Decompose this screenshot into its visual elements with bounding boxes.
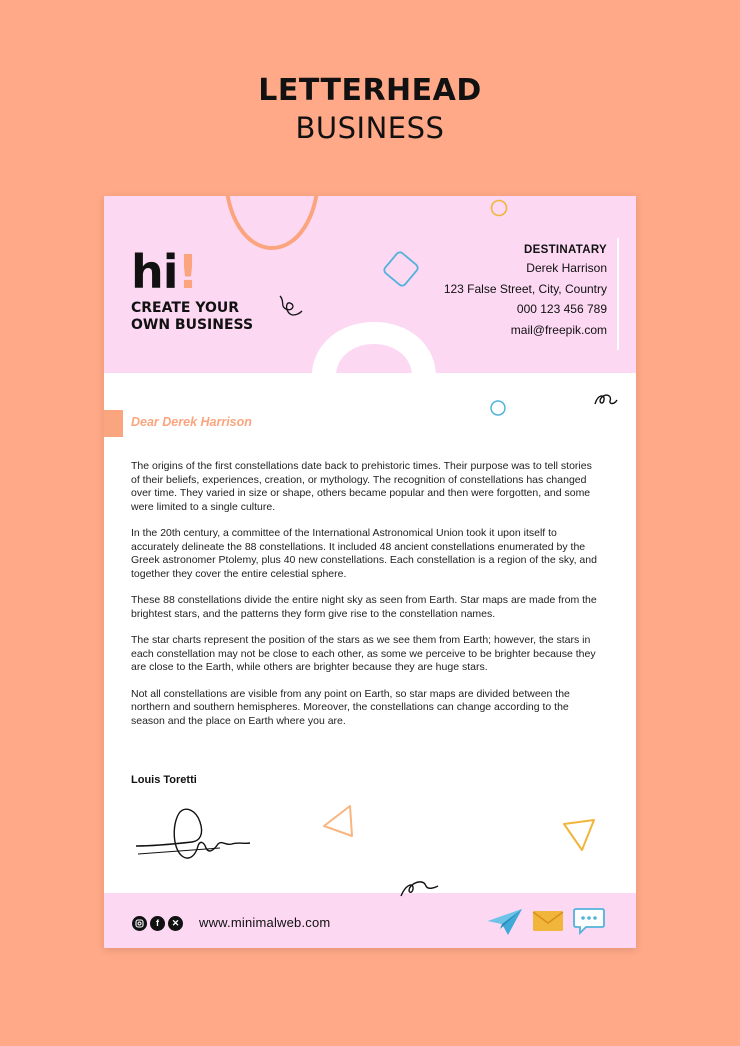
destinatary-address: 123 False Street, City, Country bbox=[443, 281, 607, 296]
letterhead-sheet bbox=[104, 196, 636, 948]
loop-decoration bbox=[592, 390, 620, 410]
x-icon[interactable]: ✕ bbox=[168, 916, 183, 931]
blue-ring-decoration bbox=[489, 399, 507, 417]
destinatary-name: Derek Harrison bbox=[526, 261, 607, 275]
facebook-icon[interactable]: f bbox=[150, 916, 165, 931]
handwritten-signature bbox=[134, 804, 254, 866]
body-paragraph-4: The star charts represent the position of the stars as we see them from Earth; however, the stars in each constellation may not be close to each other, as some we perceive to be brighter because they are close to the Earth, while others are brighter because they are huge stars. bbox=[131, 634, 596, 673]
chat-bubble-icon[interactable] bbox=[572, 907, 606, 937]
destinatary-phone: 000 123 456 789 bbox=[516, 302, 607, 316]
blue-square-decoration bbox=[378, 246, 424, 292]
destinatary-block bbox=[444, 242, 607, 340]
signatory-name: Louis Toretti bbox=[131, 774, 197, 786]
body-paragraph-1: The origins of the first constellations date back to prehistoric times. Their purpose was to tell stories of their beliefs, experiences, creation, or mythology. The recognition of constellations has changed over time. They varied in size or shape, others became popular and then were forgotten, and some were limited to a single culture. bbox=[131, 460, 592, 513]
tagline-line-1: CREATE YOUR bbox=[131, 300, 240, 316]
body-paragraph-5: Not all constellations are visible from any point on Earth, so star maps are divided between the northern and southern hemispheres. Moreover, the constellations can change according to the season and the place on Earth where you are. bbox=[131, 687, 570, 727]
website-link[interactable]: www.minimalweb.com bbox=[199, 915, 331, 930]
destinatary-email: mail@freepik.com bbox=[510, 322, 607, 337]
tagline-line-2: OWN BUSINESS bbox=[131, 317, 254, 333]
salutation: Dear Derek Harrison bbox=[131, 415, 252, 429]
orange-arc-decoration bbox=[222, 196, 322, 252]
greeting-logo bbox=[131, 245, 198, 299]
destinatary-divider bbox=[617, 238, 619, 350]
destinatary-label: DESTINATARY bbox=[524, 244, 607, 256]
tagline bbox=[131, 300, 311, 334]
yellow-triangle-decoration bbox=[560, 816, 600, 856]
instagram-icon[interactable] bbox=[132, 916, 147, 931]
letter-body bbox=[131, 460, 601, 741]
footer-squiggle-decoration bbox=[398, 876, 440, 902]
page-heading bbox=[0, 72, 740, 146]
envelope-icon[interactable] bbox=[532, 909, 564, 933]
orange-ring-decoration bbox=[489, 198, 509, 218]
white-arch-decoration bbox=[310, 320, 438, 376]
body-paragraph-2: In the 20th century, a committee of the International Astronomical Union took it upon itself to accurately delineate the 88 constellations. It included 48 ancient constellations enumerated by the Greek astronomer Ptolemy, plus 40 new constellations. Each constellation is a region of the sky, and together they cover the entire celestial sphere. bbox=[131, 527, 597, 580]
orange-triangle-decoration bbox=[318, 802, 358, 842]
body-paragraph-3: These 88 constellations divide the entire night sky as seen from Earth. Star maps are made from the brightest stars, and the patterns they form give rise to the constellation names. bbox=[131, 594, 597, 620]
greeting-exclamation: ! bbox=[177, 245, 198, 299]
page-subtitle: BUSINESS bbox=[295, 111, 445, 145]
salutation-marker bbox=[104, 410, 123, 437]
paper-plane-icon[interactable] bbox=[486, 907, 524, 937]
greeting-word: hi bbox=[131, 245, 178, 299]
page-title: LETTERHEAD bbox=[258, 73, 482, 108]
